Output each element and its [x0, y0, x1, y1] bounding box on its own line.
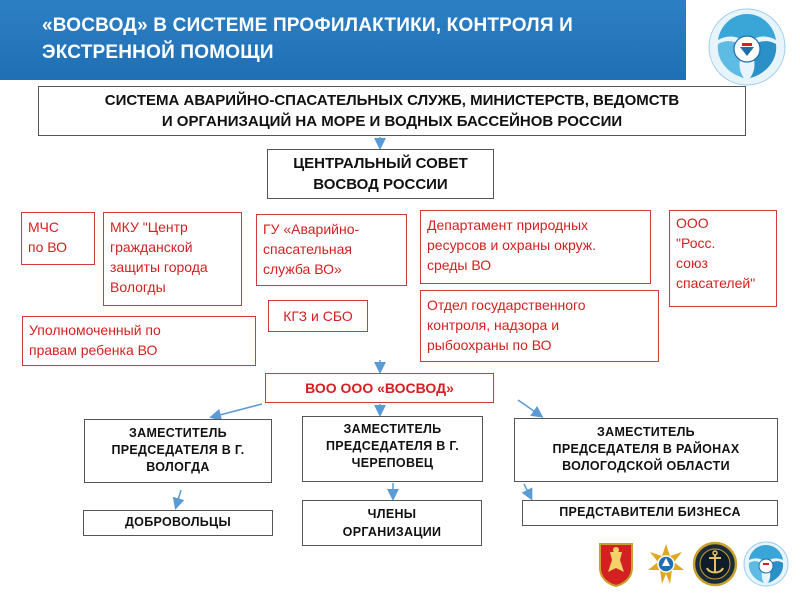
partner-text-line: защиты города [110, 259, 208, 275]
partner-ooo-box [669, 210, 777, 307]
partner-text-line: ООО [676, 215, 709, 231]
partner-text-line: по ВО [28, 239, 68, 255]
naval-anchor-emblem-icon [692, 540, 738, 588]
partner-text-line: Вологды [110, 279, 166, 295]
partner-kgz-box [268, 300, 368, 332]
voo-vosvod-box [265, 373, 494, 403]
system-box-line-2: И ОРГАНИЗАЦИЙ НА МОРЕ И ВОДНЫХ БАССЕЙНОВ РОССИИ [161, 113, 623, 130]
partner-text-line: ГУ «Аварийно- [263, 221, 360, 237]
partner-text-line: МЧС [28, 219, 59, 235]
partner-text-line: спасателей" [676, 275, 756, 291]
org-members-box [302, 500, 482, 546]
central-council-line-1: ЦЕНТРАЛЬНЫЙ СОВЕТ [293, 155, 468, 172]
partner-text-line: спасательная [263, 241, 352, 257]
deputy-text-line: ЗАМЕСТИТЕЛЬ [129, 426, 227, 440]
deputy-text-line: ЗАМЕСТИТЕЛЬ [597, 425, 695, 439]
partner-text-line: правам ребенка ВО [29, 342, 158, 358]
partner-text-line: "Росс. [676, 235, 716, 251]
org-members-line: ОРГАНИЗАЦИИ [342, 525, 442, 539]
page-title-line-2: ЭКСТРЕННОЙ ПОМОЩИ [42, 42, 274, 63]
deputy-text-line: ЗАМЕСТИТЕЛЬ [343, 422, 442, 436]
partner-text-line: рыбоохраны по ВО [427, 337, 552, 353]
business-label: ПРЕДСТАВИТЕЛИ БИЗНЕСА [559, 505, 741, 519]
partner-text-line: ресурсов и охраны окруж. [427, 237, 597, 253]
deputy-text-line: ВОЛОГОДСКОЙ ОБЛАСТИ [562, 459, 730, 473]
deputy-text-line: ПРЕДСЕДАТЕЛЯ В РАЙОНАХ [552, 442, 740, 456]
business-representatives-box [522, 500, 778, 526]
deputy-vologda-box [84, 419, 272, 483]
volunteers-box [83, 510, 273, 536]
partner-text-line: гражданской [110, 239, 193, 255]
vosvod-small-logo-icon [742, 540, 790, 588]
voo-label: ВОО ООО «ВОСВОД» [305, 380, 454, 396]
partner-text-line: МКУ "Центр [110, 219, 188, 235]
org-members-line: ЧЛЕНЫ [367, 507, 417, 521]
rescue-services-system-box [38, 86, 746, 136]
system-box-line-1: СИСТЕМА АВАРИЙНО-СПАСАТЕЛЬНЫХ СЛУЖБ, МИНИСТЕРСТВ, ВЕДОМСТВ [104, 92, 680, 109]
emergency-ministry-emblem-icon [644, 540, 688, 588]
deputy-text-line: ЧЕРЕПОВЕЦ [351, 456, 434, 470]
deputy-text-line: ВОЛОГДА [146, 460, 210, 474]
deputy-cherepovets-box [302, 416, 483, 482]
partner-text-line: союз [676, 255, 708, 271]
partner-text-line: КГЗ и СБО [283, 308, 353, 324]
volunteers-label: ДОБРОВОЛЬЦЫ [124, 515, 232, 529]
partner-gu-box [256, 214, 407, 286]
central-council-box [267, 149, 494, 199]
deputy-regions-box [514, 418, 778, 482]
page-header [0, 0, 686, 80]
vologda-coat-of-arms-icon [596, 540, 636, 588]
partner-dept-box [420, 210, 651, 284]
page-title-line-1: «ВОСВОД» В СИСТЕМЕ ПРОФИЛАКТИКИ, КОНТРОЛЯ И [42, 15, 574, 36]
partner-otdel-box [420, 290, 659, 362]
vosvod-logo-icon [704, 4, 790, 90]
partner-mchs-box [21, 212, 95, 265]
partner-upol-box [22, 316, 256, 366]
partner-text-line: служба ВО» [263, 261, 342, 277]
partner-text-line: Департамент природных [427, 217, 589, 233]
deputy-text-line: ПРЕДСЕДАТЕЛЯ В Г. [111, 443, 245, 457]
partner-mku-box [103, 212, 242, 306]
central-council-line-2: ВОСВОД РОССИИ [313, 176, 448, 193]
partner-text-line: Уполномоченный по [29, 322, 161, 338]
partner-text-line: контроля, надзора и [427, 317, 560, 333]
partner-text-line: среды ВО [427, 257, 492, 273]
partner-text-line: Отдел государственного [427, 297, 586, 313]
deputy-text-line: ПРЕДСЕДАТЕЛЯ В Г. [325, 439, 460, 453]
